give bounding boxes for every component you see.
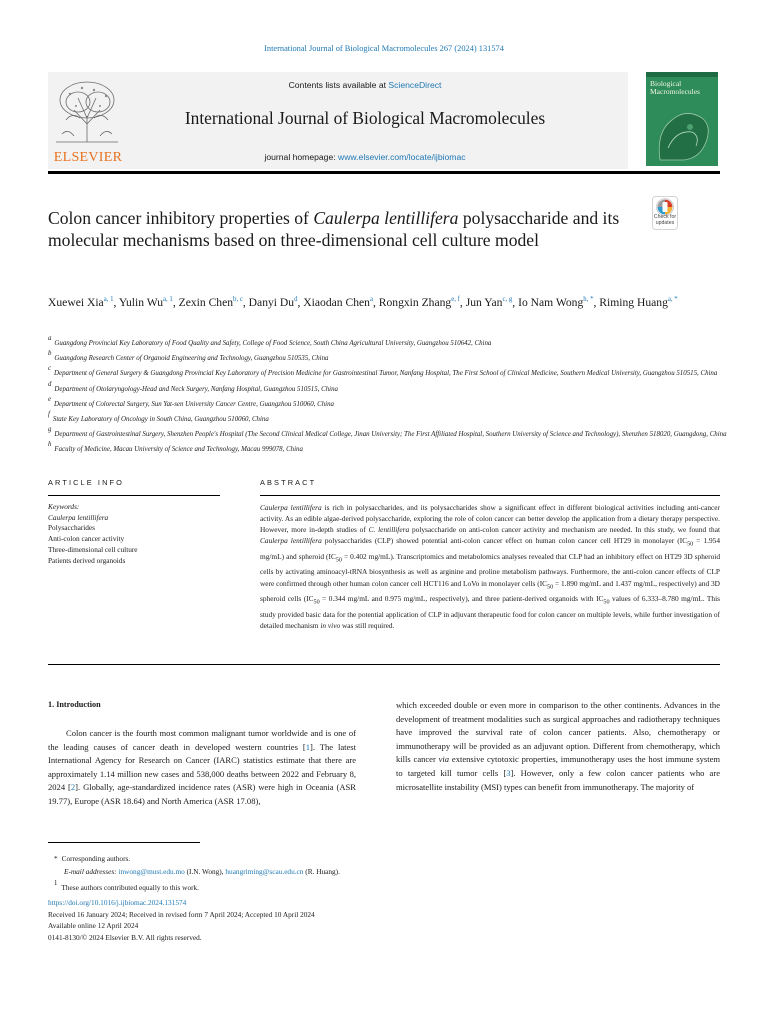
reference-link[interactable]: 2 <box>70 782 76 793</box>
abstract-text: Caulerpa lentillifera is rich in polysaccharides, and its polysaccharides show a significant effect in different biological activities including anti-cancer activity. As an edible algae-derived polysaccharide, exploring the role of colon cancer can better develop the application from a dietary therapy perspective. However, more in-depth studies of C. lentillifera polysaccharide on anti-colon cancer activity and mechanism are needed. In this study, we found that Caulerpa lentillifera polysaccharides (CLP) showed potential anti-colon cancer effect on human colon cancer cell HT29 in monolayer ($IC_{50} = 1.954$ mg/mL) and spheroid ($IC_{50} = 0.402$ mg/mL). Transcriptomics and metabolomics analyses revealed that CLP had an inhibitory effect on HT29 3D spheroid cells by activating aminoacyl-tRNA biosynthesis as well as arginine and proline metabolism pathways. Furthermore, the anti-colon cancer effects of CLP were confirmed through other human colon cancer cell HCT116 and LoVo in monolayer cells ($IC_{50} = 1.890$ mg/mL and 1.437 mg/mL, respectively) and 3D spheroid cells ($IC_{50} = 0.344$ mg/mL and 0.975 mg/mL, respectively), and three patient-derived organoids with $IC_{50}$ values of 6.333–8.780 mg/mL. This study provided basic data for the potential application of CLP in adjuvant therapeutic food for colon cancer on multiple levels, while further investigation of detailed mechanism in vivo was still required. <box>260 503 721 630</box>
keywords-block <box>48 502 220 566</box>
title-species: Caulerpa lentillifera <box>313 208 459 228</box>
journal-homepage-link[interactable]: www.elsevier.com/locate/ijbiomac <box>338 152 466 162</box>
header-rule <box>48 171 720 174</box>
author-list: Xuewei Xia$^{a, 1}$, Yulin Wu$^{a, 1}$, Zexin Chen$^{b, c}$, Danyi Du$^d$, Xiaodan Chen$^a$, Rongxin Zhang$^{e, f}$, Jun Yan$^{c, g}$, Io Nam Wong$^{h, *}$, Riming Huang$^{a, *}$ <box>48 296 678 309</box>
author-affiliation-marker[interactable]: b, c <box>233 296 243 303</box>
affiliation-item: $^a$Guangdong Provincial Key Laboratory of Food Quality and Safety, College of Food Science, South China Agricultural University, Guangzhou 510642, China <box>48 335 492 347</box>
author-affiliation-marker[interactable]: d <box>294 296 298 303</box>
author-affiliation-marker[interactable]: e, f <box>451 296 460 303</box>
author-affiliation-marker[interactable]: a, 1 <box>163 296 173 303</box>
sciencedirect-link[interactable]: ScienceDirect <box>388 80 442 90</box>
article-info-heading: ARTICLE INFO <box>48 478 124 487</box>
journal-homepage-line <box>130 152 600 162</box>
email-link[interactable]: huangriming@scau.edu.cn <box>225 866 304 876</box>
cover-illustration <box>646 72 718 166</box>
contents-line <box>130 80 600 90</box>
affiliation-list <box>48 334 728 456</box>
author-name[interactable]: Riming Huang <box>599 296 668 309</box>
footnotes <box>48 853 648 895</box>
affiliation-item: $^c$Department of General Surgery & Guangdong Provincial Key Laboratory of Precision Medicine for Gastrointestinal Tumor, Nanfang Hospital, The First School of Clinical Medicine, Southern Medical University, Guangzhou 510515, China <box>48 365 718 378</box>
author-affiliation-marker[interactable]: c, g <box>502 296 513 303</box>
keyword-item: Caulerpa lentillifera <box>48 512 109 522</box>
affiliation-item: $^d$Department of Otolaryngology-Head and Neck Surgery, Nanfang Hospital, Guangzhou 510515, China <box>48 380 338 393</box>
abstract-bottom-rule <box>48 664 720 665</box>
article-info-rule <box>48 495 220 496</box>
footnote-rule <box>48 842 200 843</box>
article-metadata <box>48 897 648 943</box>
cover-title: Biological Macromolecules <box>650 79 700 96</box>
author-affiliation-marker[interactable]: h, * <box>583 296 594 303</box>
affiliation-item: $^g$Department of Gastrointestinal Surgery, Shenzhen People's Hospital (The Second Clinical Medical College, Jinan University; The First Affiliated Hospital, Southern University of Science and Technology), Shenzhen 518020, Guangdong, China <box>48 426 727 439</box>
author-name[interactable]: Zexin Chen <box>178 296 234 309</box>
homepage-prefix: journal homepage: <box>264 152 339 162</box>
equal-contribution-note: $^1$ These authors contributed equally to this work. <box>54 880 200 893</box>
author-affiliation-marker[interactable]: a, 1 <box>103 296 114 303</box>
reference-link[interactable]: 3 <box>506 767 511 778</box>
author-name[interactable]: Xiaodan Chen <box>303 296 370 309</box>
reference-link[interactable]: 1 <box>305 741 310 752</box>
introduction-heading: 1. Introduction <box>48 700 101 709</box>
contents-prefix: Contents lists available at <box>288 80 389 90</box>
keywords-label: Keywords: <box>48 502 80 511</box>
article-title: Colon cancer inhibitory properties of Caulerpa lentillifera polysaccharide and its molecular mechanisms based on three-dimensional cell culture model <box>48 208 620 250</box>
journal-cover-thumbnail[interactable] <box>646 72 718 166</box>
author-name[interactable]: Danyi Du <box>248 296 295 309</box>
keyword-item: Patients derived organoids <box>48 555 126 565</box>
elsevier-wordmark: ELSEVIER <box>53 150 123 165</box>
abstract-heading: ABSTRACT <box>260 478 317 487</box>
author-affiliation-marker[interactable]: a, * <box>667 296 678 303</box>
received-dates: Received 16 January 2024; Received in revised form 7 April 2024; Accepted 10 April 2024 <box>48 909 315 919</box>
affiliation-item: $^e$Department of Colorectal Surgery, Sun Yat-sen University Cancer Centre, Guangzhou 510060, China <box>48 395 334 408</box>
author-name[interactable]: Xuewei Xia <box>48 296 104 309</box>
journal-title: International Journal of Biological Macromolecules <box>184 108 546 128</box>
copyright-line: 0141-8130/© 2024 Elsevier B.V. All rights reserved. <box>48 932 202 942</box>
email-addresses: E-mail addresses: inwong@must.edu.mo (I.N. Wong), huangriming@scau.edu.cn (R. Huang). <box>64 866 340 876</box>
email-link[interactable]: inwong@must.edu.mo <box>118 866 185 876</box>
author-name[interactable]: Io Nam Wong <box>518 296 584 309</box>
affiliation-item: $^b$Guangdong Research Center of Organoid Engineering and Technology, Guangzhou 510535, China <box>48 350 329 363</box>
keyword-item: Three-dimensional cell culture <box>48 544 138 554</box>
available-online: Available online 12 April 2024 <box>48 921 139 931</box>
check-for-updates-label: Check for updates <box>653 214 677 226</box>
author-name[interactable]: Yulin Wu <box>118 296 163 309</box>
affiliation-item: $^f$State Key Laboratory of Oncology in South China, Guangzhou 510060, China <box>48 411 269 424</box>
body-column-right: which exceeded double or even more in comparison to the other continents. Advances in the development of treatment modalities such as surgical approaches and radiotherapy techniques have improved the survival rate of colon cancer patients. Also, chemotherapy or immunotherapy will be provided as an adjuvant option. Different from chemotherapy, which kills cancer via extensive cytotoxic properties, immunotherapy uses the host immune system to targeted kill tumor cells [3]. However, only a few colon cancer patients who are microsatellite instability (MSI) types can benefit from immunotherapy. The majority of <box>396 700 721 792</box>
journal-citation-link[interactable]: International Journal of Biological Macromolecules 267 (2024) 131574 <box>264 44 504 53</box>
corresponding-author-note: * Corresponding authors. <box>54 854 131 863</box>
author-name[interactable]: Jun Yan <box>465 296 503 309</box>
author-affiliation-marker[interactable]: a <box>369 296 373 303</box>
author-name[interactable]: Rongxin Zhang <box>378 296 452 309</box>
keyword-item: Anti-colon cancer activity <box>48 534 125 544</box>
doi-link[interactable]: https://doi.org/10.1016/j.ijbiomac.2024.131574 <box>48 898 187 907</box>
affiliation-item: $^h$Faculty of Medicine, Macau University of Science and Technology, Macau 999078, China <box>48 441 303 454</box>
body-column-left: Colon cancer is the fourth most common malignant tumor worldwide and is one of the leading causes of cancer death in developed western countries [1]. The latest International Agency for Research on Cancer (IARC) statistics estimate that there are approximately 1.14 million new cases and 538,000 deaths between 2022 and February 8, 2024 [2]. Globally, age-standardized incidence rates (ASR) were high in Oceania (ASR 19.77), Europe (ASR 18.64) and North America (ASR 17.08), <box>48 728 356 806</box>
keyword-item: Polysaccharides <box>48 523 96 533</box>
abstract-rule <box>260 495 720 496</box>
